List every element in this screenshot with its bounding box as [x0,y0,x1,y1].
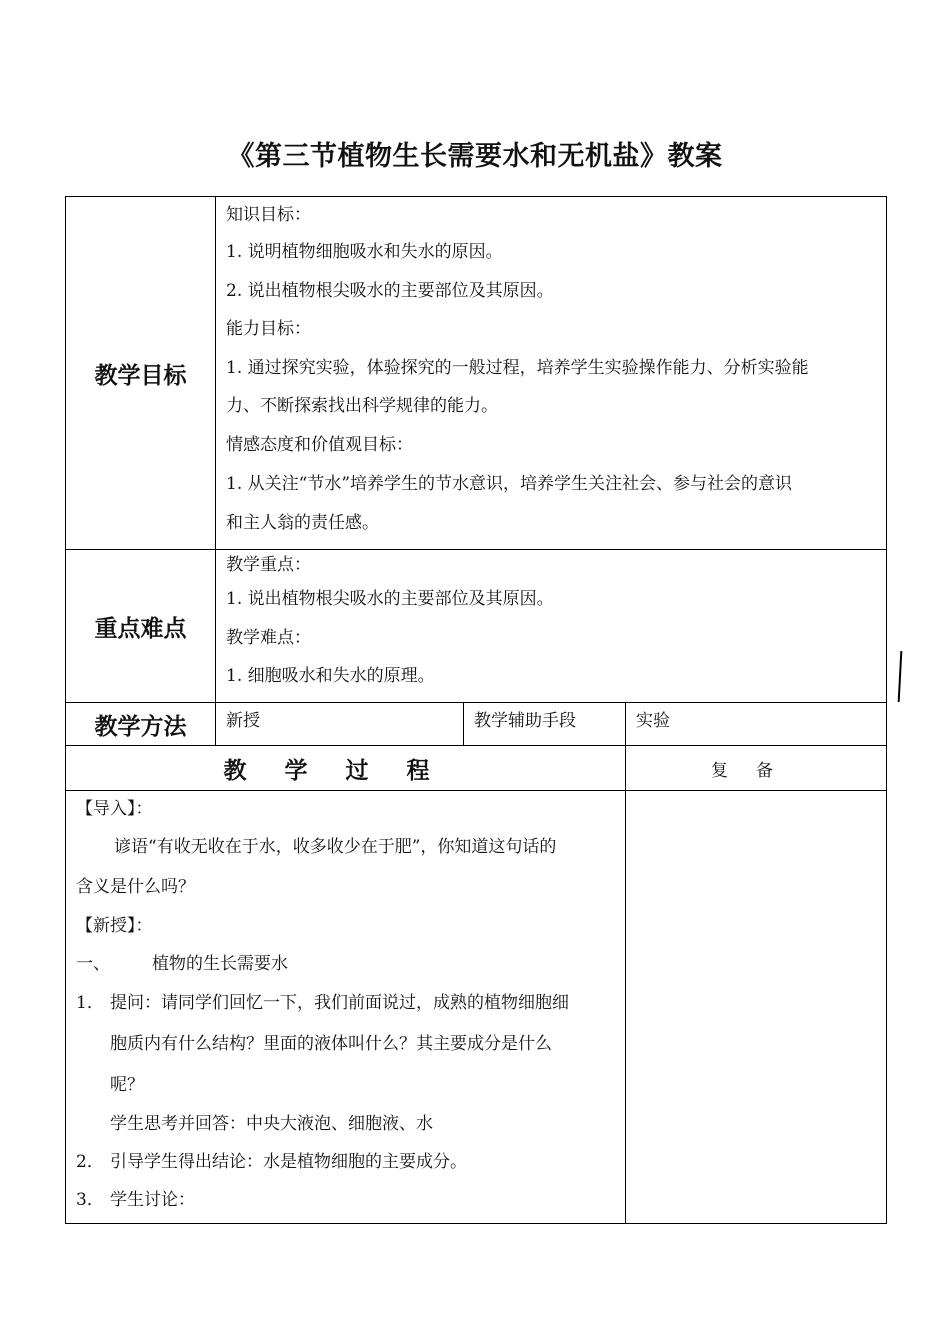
objectives-line: 2. 说出植物根尖吸水的主要部位及其原因。 [226,280,554,301]
list-item [66,1143,625,1181]
intro-text: 含义是什么吗？ [76,877,195,897]
keypoints-line: 1. 说出植物根尖吸水的主要部位及其原因。 [226,589,554,609]
process-title: 教学过程 [66,746,626,791]
keypoints-line: 教学难点： [226,627,311,648]
section-num: 一、 [76,954,110,974]
item-line: 学生思考并回答：中央大液泡、细胞液、水 [110,1114,433,1134]
intro-text: 谚语“有收无收在于水，收多收少在于肥”，你知道这句话的 [114,837,557,857]
intro-label: 【导入】： [76,799,153,819]
method-label: 教学方法 [66,703,216,746]
item-line: 提问：请同学们回忆一下，我们前面说过，成熟的植物细胞细 [110,993,569,1013]
objectives-line: 能力目标： [226,319,311,339]
item-num: 1． [76,993,104,1013]
item-line: 呢？ [110,1075,144,1095]
item-line: 胞质内有什么结构？里面的液体叫什么？其主要成分是什么 [110,1034,552,1054]
objectives-line: 情感态度和价值观目标： [226,435,413,455]
list-item [66,983,625,1023]
keypoints-label: 重点难点 [66,550,216,703]
item-line: 学生讨论： [110,1190,195,1210]
process-table [65,745,887,1224]
keypoints-content [216,550,887,703]
objectives-line: 1. 从关注“节水”培养学生的节水意识，培养学生关注社会、参与社会的意识 [226,473,793,494]
item-num: 3． [76,1190,104,1210]
aid-value: 实验 [626,703,887,746]
objectives-content [216,197,887,550]
list-item [66,1181,625,1219]
method-value: 新授 [216,703,464,746]
new-label: 【新授】： [76,916,153,936]
review-column [626,791,887,1224]
section-title: 植物的生长需要水 [152,954,288,974]
objectives-line: 1. 通过探究实验，体验探究的一般过程，培养学生实验操作能力、分析实验能 [226,357,809,378]
plan-table [65,196,887,746]
aid-label: 教学辅助手段 [464,703,626,746]
keypoints-line: 教学重点： [226,555,311,575]
objectives-line: 知识目标： [226,205,311,225]
objectives-label: 教学目标 [66,197,216,550]
item-num: 2． [76,1152,104,1172]
section-heading [66,945,625,983]
review-label: 复备 [626,746,887,791]
objectives-line: 1. 说明植物细胞吸水和失水的原因。 [226,242,503,262]
keypoints-line: 1. 细胞吸水和失水的原理。 [226,666,435,686]
page-title: 《第三节植物生长需要水和无机盐》教案 [227,141,723,172]
item-line: 引导学生得出结论：水是植物细胞的主要成分。 [110,1152,467,1172]
objectives-line: 力、不断探索找出科学规律的能力。 [226,396,498,416]
margin-mark [898,651,903,702]
process-content [66,791,626,1224]
objectives-line: 和主人翁的责任感。 [226,512,379,533]
